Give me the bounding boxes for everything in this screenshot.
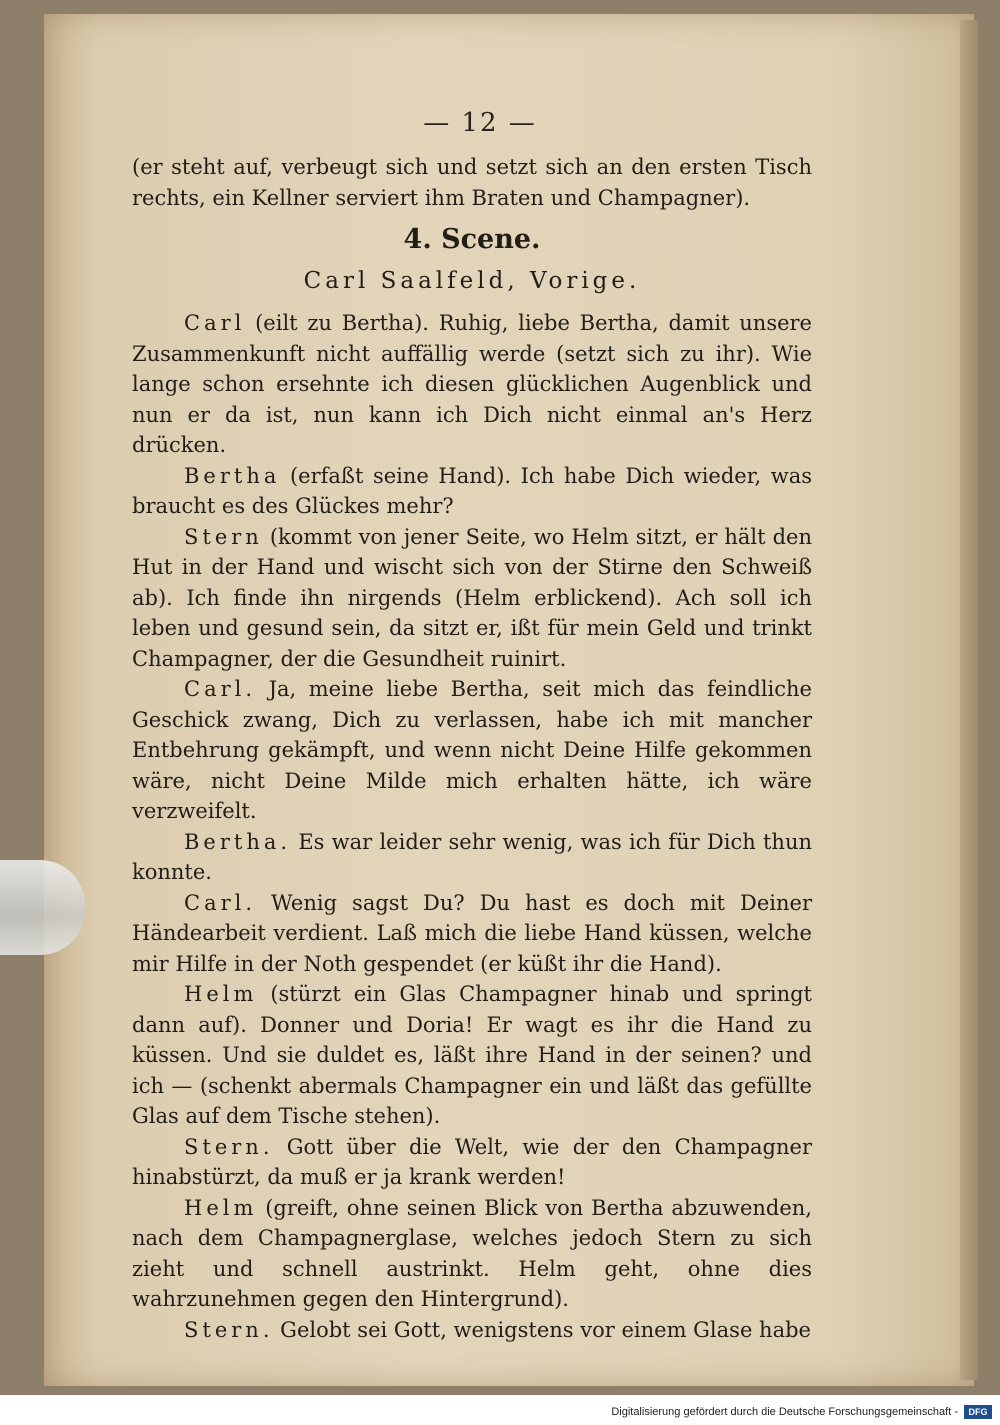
speaker-name: Carl. xyxy=(184,890,257,915)
speaker-name: Carl xyxy=(184,311,246,335)
speaker-name: Bertha. xyxy=(184,829,292,854)
dialogue-text: (kommt von jener Seite, wo Helm sitzt, er hält den Hut in der Hand und wischt sich von der Stirne den Schweiß ab). Ich finde ihn nirgends (Helm erblickend). Ach soll ich leben und gesund sein, da sitzt er, ißt für mein Geld und trinkt Champagner, der die Gesundheit ruinirt. xyxy=(132,524,812,671)
dfg-logo-icon: DFG xyxy=(964,1405,992,1419)
dialogue-paragraph xyxy=(132,1315,812,1346)
dialogue-text: (greift, ohne seinen Blick von Bertha abzuwenden, nach dem Champagnerglase, welches jedoch Stern zu sich zieht und schnell austrinkt. Helm geht, ohne dies wahrzunehmen gegen den Hintergrund). xyxy=(132,1195,812,1311)
dialogue-paragraph xyxy=(132,1132,812,1193)
dialogue-text: (eilt zu Bertha). Ruhig, liebe Bertha, damit unsere Zusammenkunft nicht auffällig werde (setzt sich zu ihr). Wie lange schon ersehnte ich diesen glücklichen Augenblick und nun er da ist, nun kann ich Dich nicht einmal an's Herz drücken. xyxy=(132,311,812,457)
dialogue-paragraph xyxy=(132,888,812,980)
speaker-name: Bertha xyxy=(184,463,281,488)
dialogue-text: (erfaßt seine Hand). Ich habe Dich wieder, was braucht es des Glückes mehr? xyxy=(132,463,812,518)
dialogue-paragraph xyxy=(132,827,812,888)
funding-credit: Digitalisierung gefördert durch die Deutsche Forschungsgemeinschaft - xyxy=(611,1406,958,1418)
speaker-name: Stern xyxy=(184,524,263,549)
dialogue-text: (stürzt ein Glas Champagner hinab und springt dann auf). Donner und Doria! Er wagt es ihr die Hand zu küssen. Und sie duldet es, läßt ihre Hand in der seinen? und ich — (schenkt abermals Champagner ein und läßt das gefüllte Glas auf dem Tische stehen). xyxy=(132,982,812,1128)
dialogue-text: Wenig sagst Du? Du hast es doch mit Deiner Händearbeit verdient. Laß mich die liebe Hand küssen, welche mir Hilfe in der Noth gespendet (er küßt ihr die Hand). xyxy=(132,890,812,976)
dialogue-text: Es war leider sehr wenig, was ich für Dich thun konnte. xyxy=(132,829,812,884)
dialogue-text: Gott über die Welt, wie der den Champagner hinabstürzt, da muß er ja krank werden! xyxy=(132,1134,812,1189)
scene-heading: 4. Scene. xyxy=(403,224,541,255)
page-text xyxy=(132,152,812,1345)
dialogue-paragraph xyxy=(132,674,812,827)
cast-line: Carl Saalfeld, Vorige. xyxy=(303,267,641,294)
speaker-name: Helm xyxy=(184,982,258,1006)
page-edge xyxy=(960,20,978,1380)
speaker-name: Carl. xyxy=(184,677,257,701)
dialogue-paragraph xyxy=(132,461,812,522)
dialogue-paragraph xyxy=(132,522,812,675)
dialogue-text: Gelobt sei Gott, wenigstens vor einem Glase habe xyxy=(273,1317,811,1342)
page-clip xyxy=(0,860,85,955)
dialogue-paragraph xyxy=(132,308,812,461)
speaker-name: Stern. xyxy=(184,1317,274,1342)
stage-direction: (er steht auf, verbeugt sich und setzt sich an den ersten Tisch rechts, ein Kellner serviert ihm Braten und Champagner). xyxy=(132,155,812,210)
dialogue-paragraph xyxy=(132,1193,812,1315)
dialogue-paragraph xyxy=(132,979,812,1132)
dialogue-text: Ja, meine liebe Bertha, seit mich das feindliche Geschick zwang, Dich zu verlassen, habe ich mit mancher Entbehrung gekämpft, und wenn nicht Deine Hilfe gekommen wäre, nicht Deine Milde mich erhalten hätte, ich wäre verzweifelt. xyxy=(132,677,812,823)
speaker-name: Stern. xyxy=(184,1134,274,1159)
page-number: — 12 — xyxy=(423,108,537,138)
speaker-name: Helm xyxy=(184,1195,258,1220)
